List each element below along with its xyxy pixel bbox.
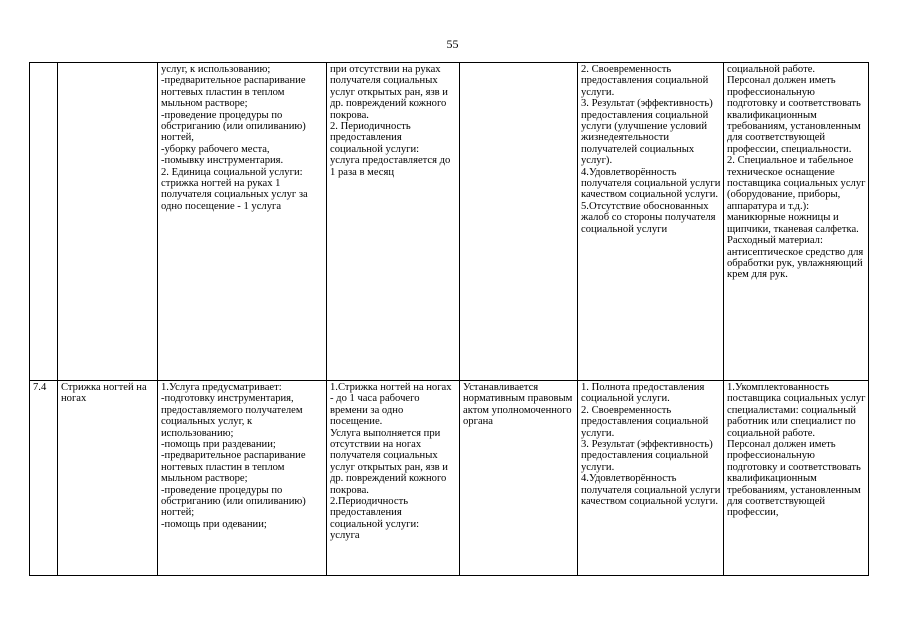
service-content-cell: 1.Услуга предусматривает: -подготовку инструментария, предоставляемого получателем социальных услуг, к использованию; -помощь при раздевании; -предварительное распаривание ногтевых пластин в теплом мыльном растворе; -проведение процедуры по обстриганию (или опиливанию) ногтей; -помощь при одевании; [158, 381, 327, 576]
page-number: 55 [446, 37, 459, 51]
service-terms-cell: 1.Стрижка ногтей на ногах - до 1 часа рабочего времени за одно посещение. Услуга выполняется при отсутствии на ногах получателя социальных услуг открытых ран, язв и др. повреждений кожного покрова. 2.Периодичность предоставления социальной услуги: услуга [327, 381, 460, 576]
quality-indicators-cell: 2. Своевременность предоставления социальной услуги. 3. Результат (эффективность) предоставления социальной услуги (улучшение условий жизнедеятельности получателей социальных услуг). 4.Удовлетворённость получателя социальной услуги качеством социальной услуги. 5.Отсутствие обоснованных жалоб со стороны получателя социальной услуги [578, 63, 724, 381]
quality-indicators-cell: 1. Полнота предоставления социальной услуги. 2. Своевременность предоставления социальной услуги. 3. Результат (эффективность) предоставления социальной услуги. 4.Удовлетворённость получателя социальной услуги качеством социальной услуги. [578, 381, 724, 576]
row-number-cell [30, 63, 58, 381]
service-terms-cell: при отсутствии на руках получателя социальных услуг открытых ран, язв и др. повреждений кожного покрова. 2. Периодичность предоставления социальной услуги: услуга предоставляется до 1 раза в месяц [327, 63, 460, 381]
tariff-cell [460, 63, 578, 381]
service-name-cell [58, 63, 158, 381]
table-row [30, 63, 869, 381]
tariff-cell: Устанавливается нормативным правовым актом уполномоченного органа [460, 381, 578, 576]
service-name-cell: Стрижка ногтей на ногах [58, 381, 158, 576]
conditions-cell: социальной работе. Персонал должен иметь профессиональную подготовку и соответствовать квалификационным требованиям, установленным для соответствующей профессии, специальности. 2. Специальное и табельное техническое оснащение поставщика социальных услуг (оборудование, приборы, аппаратура и т.д.): маникюрные ножницы и щипчики, тканевая салфетка. Расходный материал: антисептическое средство для обработки рук, увлажняющий крем для рук. [724, 63, 869, 381]
conditions-cell: 1.Укомплектованность поставщика социальных услуг специалистами: социальный работник или специалист по социальной работе. Персонал должен иметь профессиональную подготовку и соответствовать квалификационным требованиям, установленным для соответствующей профессии, [724, 381, 869, 576]
service-content-cell: услуг, к использованию; -предварительное распаривание ногтевых пластин в теплом мыльном растворе; -проведение процедуры по обстриганию (или опиливанию) ногтей, -уборку рабочего места, -помывку инструментария. 2. Единица социальной услуги: стрижка ногтей на руках 1 получателя социальных услуг за одно посещение - 1 услуга [158, 63, 327, 381]
table-row [30, 381, 869, 576]
services-table [29, 62, 869, 576]
row-number-cell: 7.4 [30, 381, 58, 576]
